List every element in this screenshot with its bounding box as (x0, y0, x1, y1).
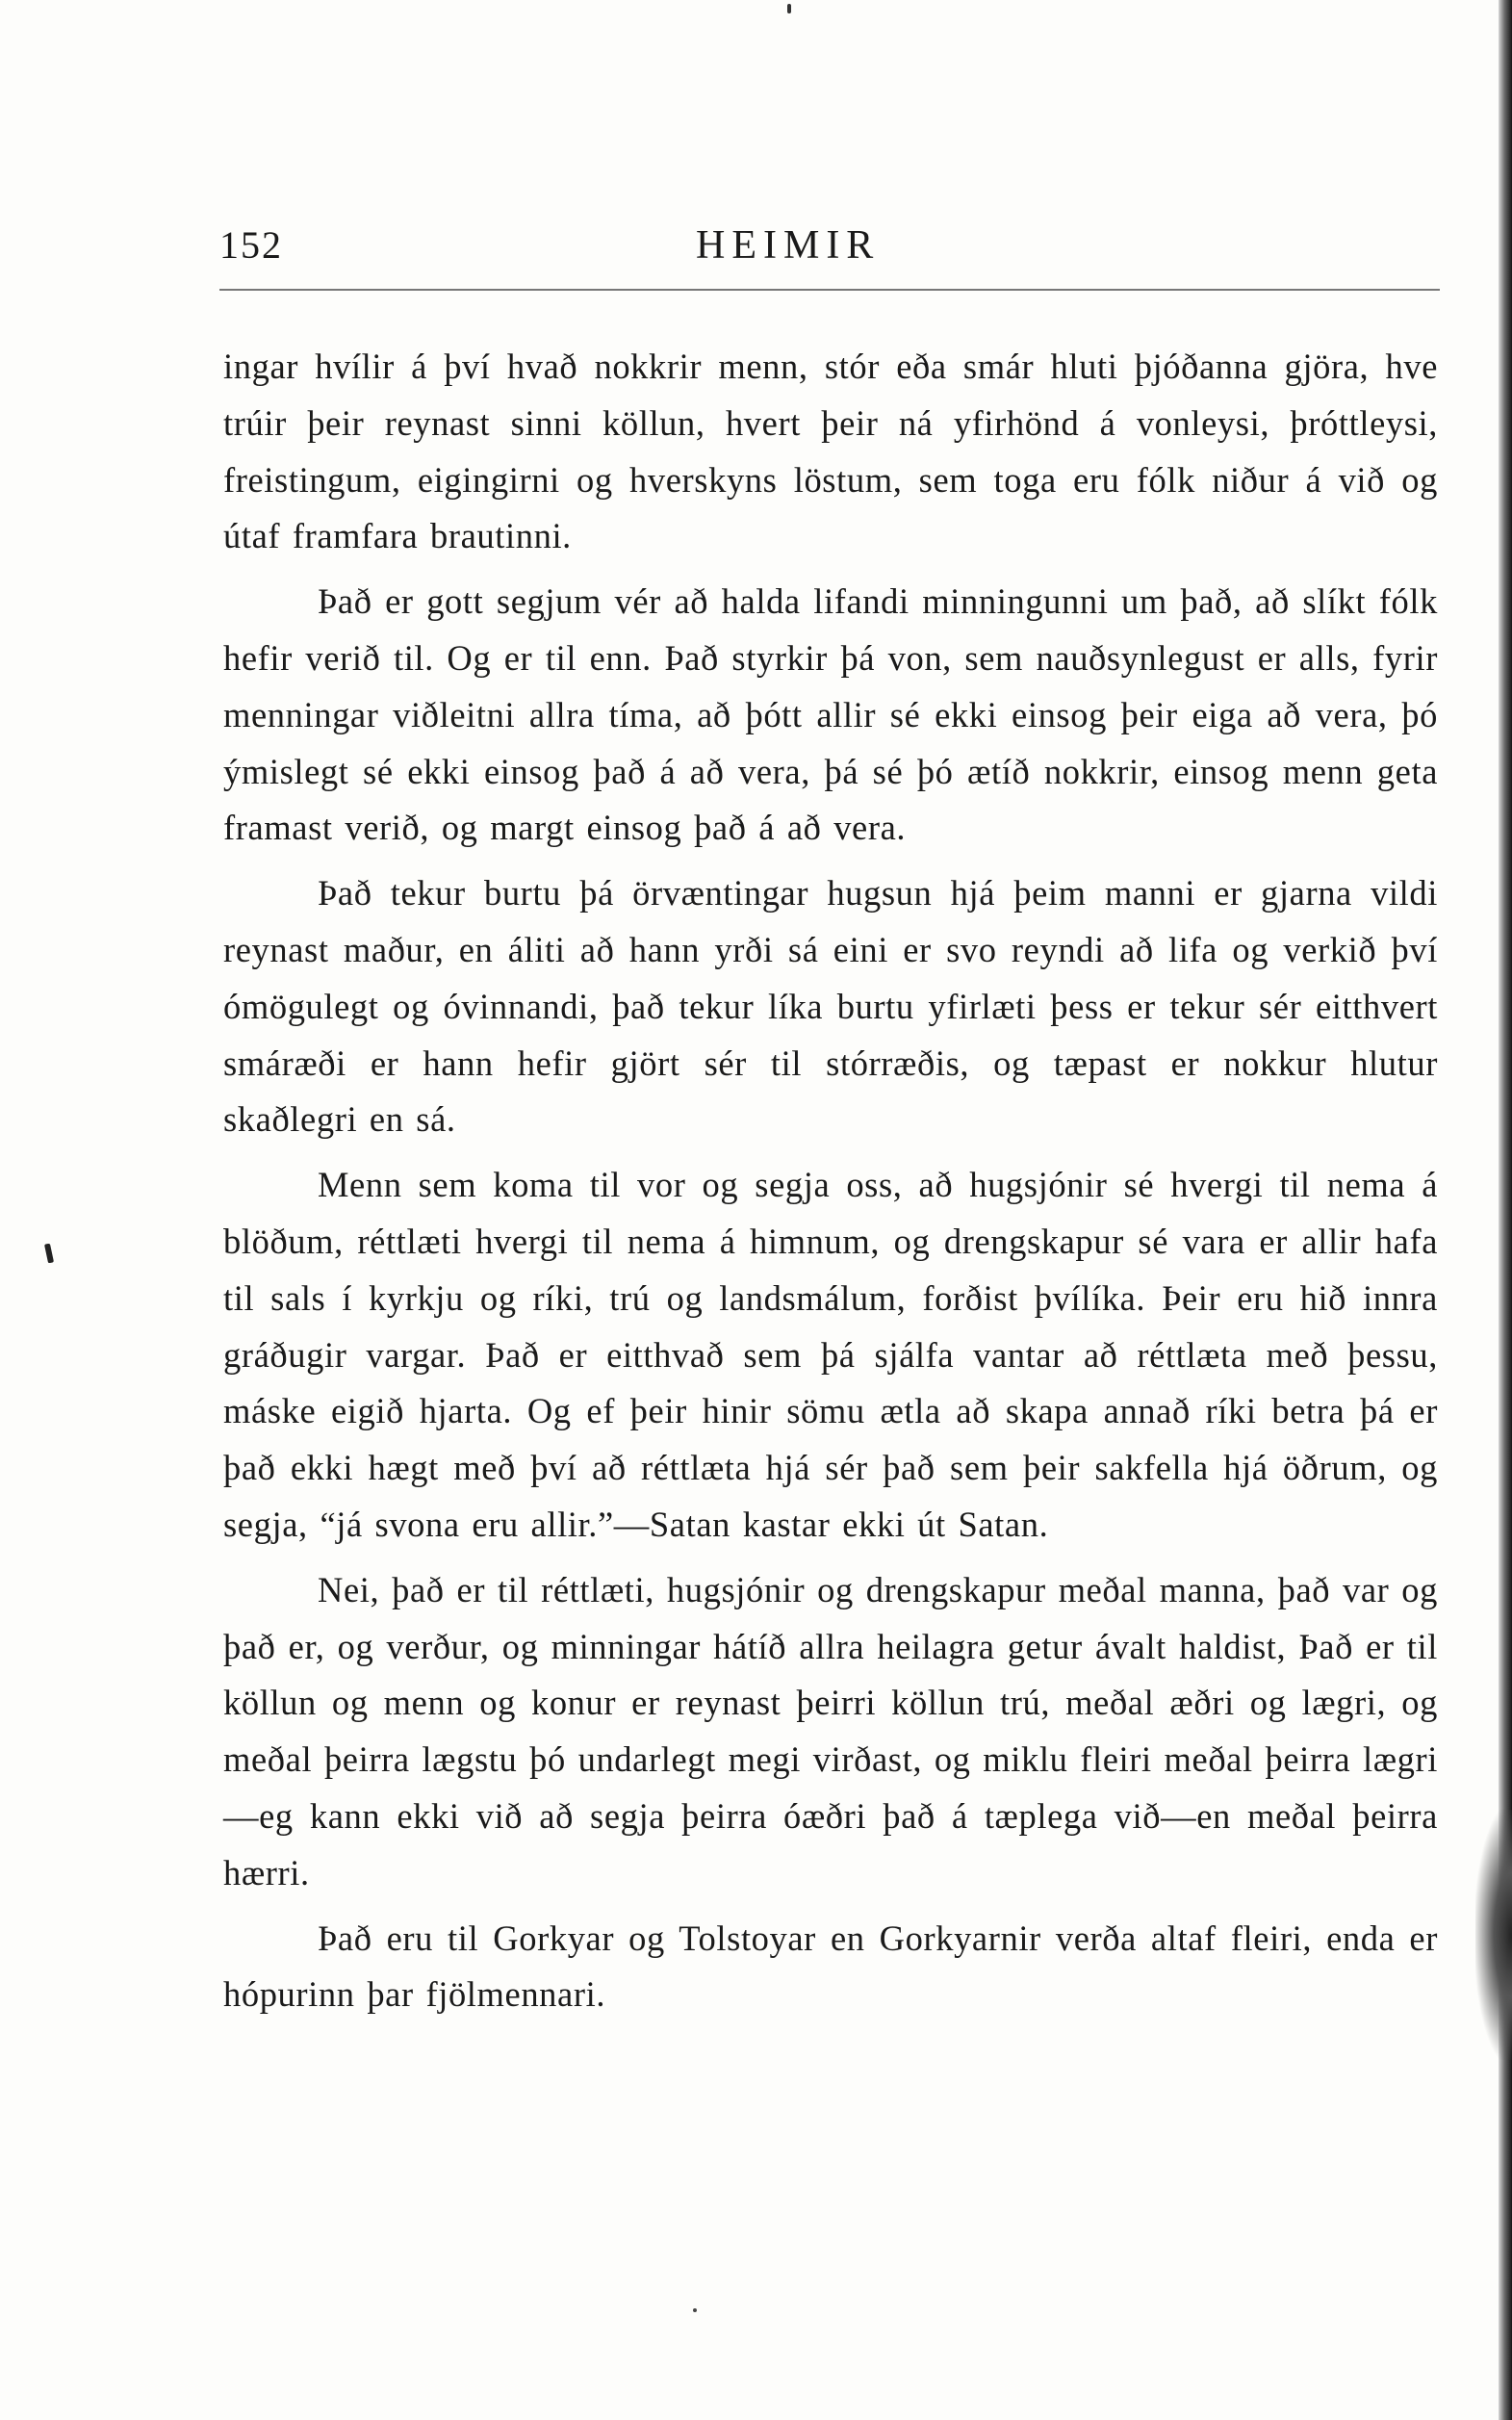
scan-dot (693, 2308, 697, 2312)
running-head: HEIMIR (696, 223, 881, 268)
header-rule (219, 289, 1440, 291)
page-header (219, 217, 1442, 284)
scan-mark (787, 4, 791, 13)
paragraph: ingar hvílir á því hvað nokkrir menn, stór eða smár hluti þjóðanna gjöra, hve trúir þeir reynast sinni köllun, hvert þeir ná yfirhönd á vonleysi, þróttleysi, freistingum, eigingirni og hverskyns löstum, sem toga eru fólk niður á við og útaf framfara brautinni. (223, 347, 1438, 556)
margin-mark (44, 1244, 54, 1264)
paragraph: Það tekur burtu þá örvæntingar hugsun hjá þeim manni er gjarna vildi reynast maður, en áliti að hann yrði sá eini er svo reyndi að lifa og verkið því ómögulegt og óvinnandi, það tekur líka burtu yfirlæti þess er tekur sér eitthvert smáræði er hann hefir gjört sér til stórræðis, og tæpast er nokkur hlutur skaðlegri en sá. (223, 873, 1438, 1140)
paragraph: Menn sem koma til vor og segja oss, að hugsjónir sé hvergi til nema á blöðum, réttlæti hvergi til nema á himnum, og drengskapur sé vara er allir hafa til sals í kyrkju og ríki, trú og landsmálum, forðist þvílíka. Þeir eru hið innra gráðugir vargar. Það er eitthvað sem þá sjálfa vantar að réttlæta með þessu, máske eigið hjarta. Og ef þeir hinir sömu ætla að skapa annað ríki betra þá er það ekki hægt með því að réttlæta hjá sér það sem þeir sakfella hjá öðrum, og segja, “já svona eru allir.”—Satan kastar ekki út Satan. (223, 1165, 1438, 1544)
page-number: 152 (219, 223, 283, 267)
paragraph: Það er gott segjum vér að halda lifandi minningunni um það, að slíkt fólk hefir verið til. Og er til enn. Það styrkir þá von, sem nauðsynlegust er alls, fyrir menningar viðleitni allra tíma, að þótt allir sé ekki einsog þeir eiga að vera, þó ýmislegt sé ekki einsog það á að vera, þá sé þó ætíð nokkrir, einsog menn geta framast verið, og margt einsog það á að vera. (223, 581, 1438, 848)
page-edge-stain (1475, 1810, 1512, 2060)
body-text (223, 339, 1438, 2032)
paragraph: Nei, það er til réttlæti, hugsjónir og drengskapur meðal manna, það var og það er, og verður, og minningar hátíð allra heilagra getur ávalt haldist, Það er til köllun og menn og konur er reynast þeirri köllun trú, meðal æðri og lægri, og meðal þeirra lægstu þó undarlegt megi virðast, og miklu fleiri meðal þeirra lægri—eg kann ekki við að segja þeirra óæðri það á tæplega við—en meðal þeirra hærri. (223, 1569, 1438, 1892)
paragraph: Það eru til Gorkyar og Tolstoyar en Gorkyarnir verða altaf fleiri, enda er hópurinn þar fjölmennari. (223, 1918, 1438, 2015)
